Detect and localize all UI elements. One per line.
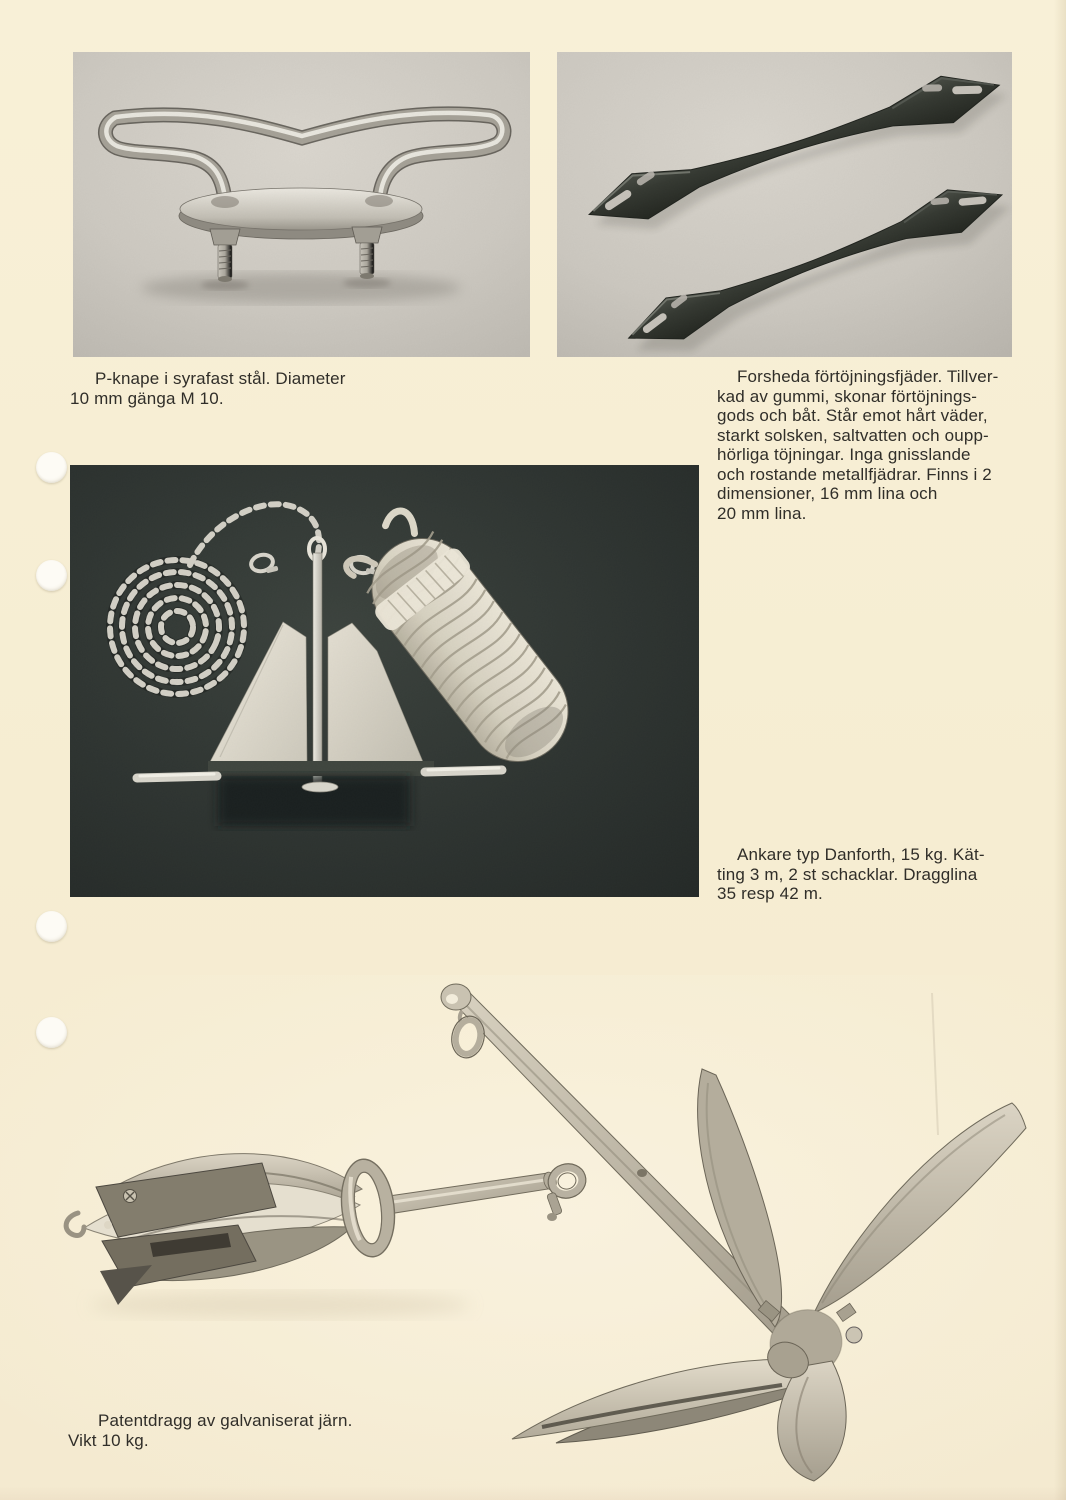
cast-shadow bbox=[90, 1292, 470, 1318]
caption-line: och rostande metallfjädrar. Finns i 2 bbox=[717, 464, 992, 484]
caption-grapnel bbox=[68, 1411, 352, 1450]
hub-bolt bbox=[846, 1327, 862, 1343]
punch-hole bbox=[36, 452, 67, 483]
caption-line: Forsheda förtöjningsfjäder. Tillver- bbox=[737, 367, 999, 386]
film-grain bbox=[73, 52, 530, 357]
caption-line: Vikt 10 kg. bbox=[68, 1430, 149, 1450]
caption-line: 20 mm lina. bbox=[717, 503, 807, 523]
caption-line: dimensioner, 16 mm lina och bbox=[717, 484, 938, 503]
caption-line: Patentdragg av galvaniserat järn. bbox=[98, 1411, 353, 1430]
caption-line: 10 mm gänga M 10. bbox=[70, 388, 224, 408]
caption-line: 35 resp 42 m. bbox=[717, 884, 823, 903]
caption-line: kad av gummi, skonar förtöjnings- bbox=[717, 386, 978, 406]
caption-mooring-spring bbox=[717, 367, 998, 523]
caption-line: starkt solsken, saltvatten och oupp- bbox=[717, 425, 989, 445]
p-cleat-photo bbox=[73, 52, 530, 357]
punch-hole bbox=[36, 1017, 67, 1048]
page-edge-shadow bbox=[0, 1486, 1066, 1500]
punch-hole bbox=[36, 560, 67, 591]
caption-cleat bbox=[70, 369, 346, 408]
tip-stud bbox=[104, 1221, 112, 1229]
caption-line: gods och båt. Står emot hårt väder, bbox=[717, 406, 988, 425]
punch-hole bbox=[36, 911, 67, 942]
caption-line: Ankare typ Danforth, 15 kg. Kät- bbox=[737, 845, 985, 864]
caption-danforth bbox=[717, 845, 985, 904]
caption-line: P-knape i syrafast stål. Diameter bbox=[95, 369, 346, 388]
film-grain bbox=[70, 465, 699, 897]
caption-line: ting 3 m, 2 st schacklar. Dragglina bbox=[717, 864, 978, 884]
film-grain bbox=[557, 52, 1012, 357]
caption-line: hörliga töjningar. Inga gnisslande bbox=[717, 445, 971, 464]
page-edge-shadow bbox=[1054, 0, 1066, 1500]
danforth-anchor-photo bbox=[70, 465, 699, 897]
shank-hole bbox=[637, 1169, 647, 1177]
mooring-springs-photo bbox=[557, 52, 1012, 357]
eye-hole bbox=[446, 994, 458, 1004]
